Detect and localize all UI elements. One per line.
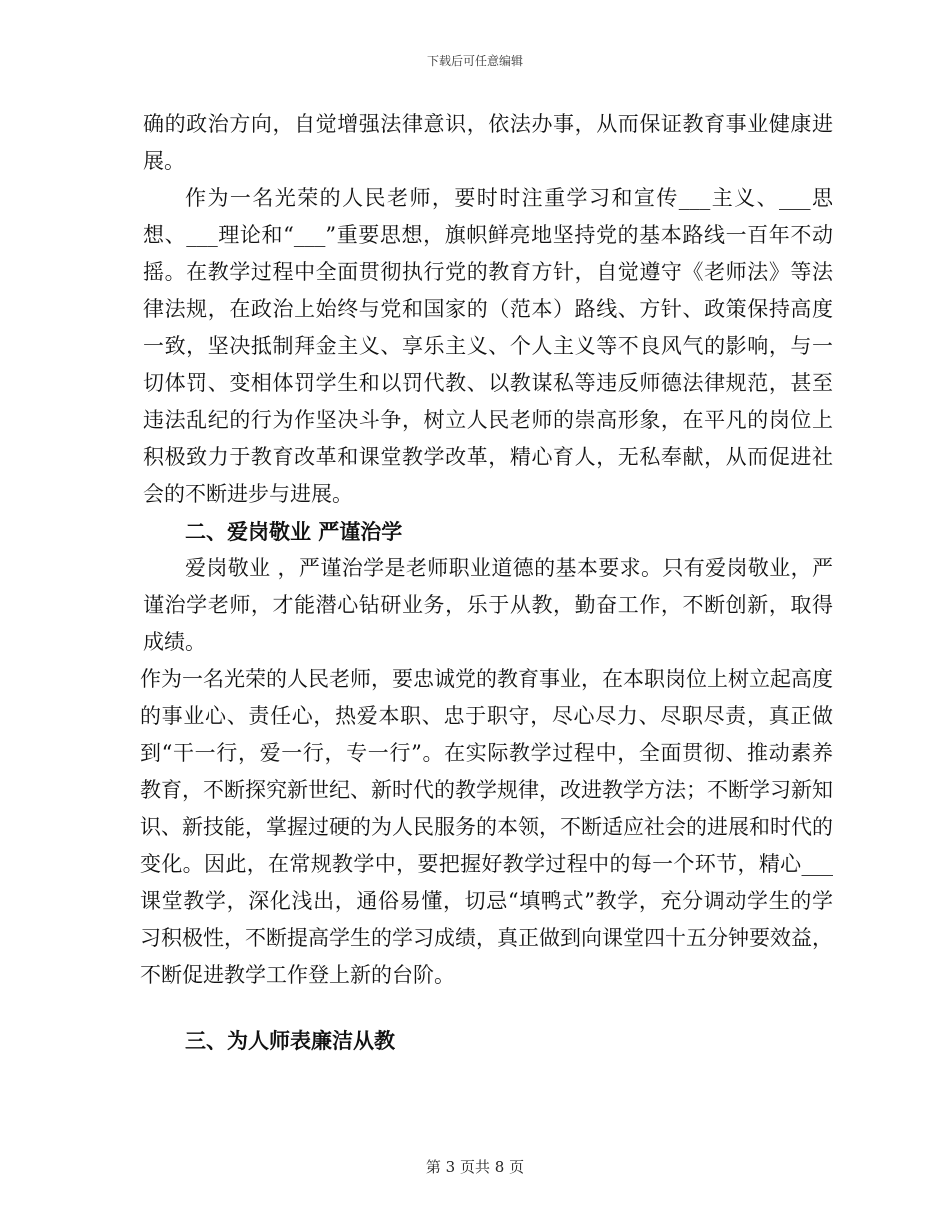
page-header: 下载后可任意编辑 — [426, 54, 523, 68]
paragraph-2: 作为一名光荣的人民老师，要时时注重学习和宣传___主义、___思想、___理论和“___”重要思想，旗帜鲜亮地坚持党的基本路线一百年不动摇。在教学过程中全面贯彻执行党的教育方针，自觉遵守《老师法》等法律法规，在政治上始终与党和国家的（范本）路线、方针、政策保持高度一致，坚决抵制拜金主义、享乐主义、个人主义等不良风气的影响，与一切体罚、变相体罚学生和以罚代教、以教谋私等违反师德法律规范，甚至违法乱纪的行为作坚决斗争，树立人民老师的崇高形象，在平凡的岗位上积极致力于教育改革和课堂教学改革，精心育人，无私奉献，从而促进社会的不断进步与进展。 — [143, 186, 833, 506]
page-footer: 第 3 页共 8 页 — [425, 1158, 525, 1176]
section-heading-3: 三、为人师表廉洁从教 — [185, 1028, 395, 1053]
paragraph-1: 确的政治方向，自觉增强法律意识，依法办事，从而保证教育事业健康进展。 — [143, 112, 833, 173]
document-body — [140, 106, 833, 1059]
paragraph-3: 爱岗敬业 ，严谨治学是老师职业道德的基本要求。只有爱岗敬业，严谨治学老师，才能潜心钻研业务，乐于从教，勤奋工作，不断创新，取得成绩。 — [143, 556, 833, 654]
paragraph-4: 作为一名光荣的人民老师，要忠诚党的教育事业，在本职岗位上树立起高度的事业心、责任心，热爱本职、忠于职守，尽心尽力、尽职尽责，真正做到“干一行，爱一行，专一行”。在实际教学过程中，全面贯彻、推动素养教育，不断探究新世纪、新时代的教学规律，改进教学方法；不断学习新知识、新技能，掌握过硬的为人民服务的本领，不断适应社会的进展和时代的变化。因此，在常规教学中，要把握好教学过程中的每一个环节，精心___课堂教学，深化浅出，通俗易懂，切忌“填鸭式”教学，充分调动学生的学习积极性，不断提高学生的学习成绩，真正做到向课堂四十五分钟要效益，不断促进教学工作登上新的台阶。 — [140, 667, 833, 987]
section-heading-2: 二、爱岗敬业 严谨治学 — [185, 519, 403, 544]
